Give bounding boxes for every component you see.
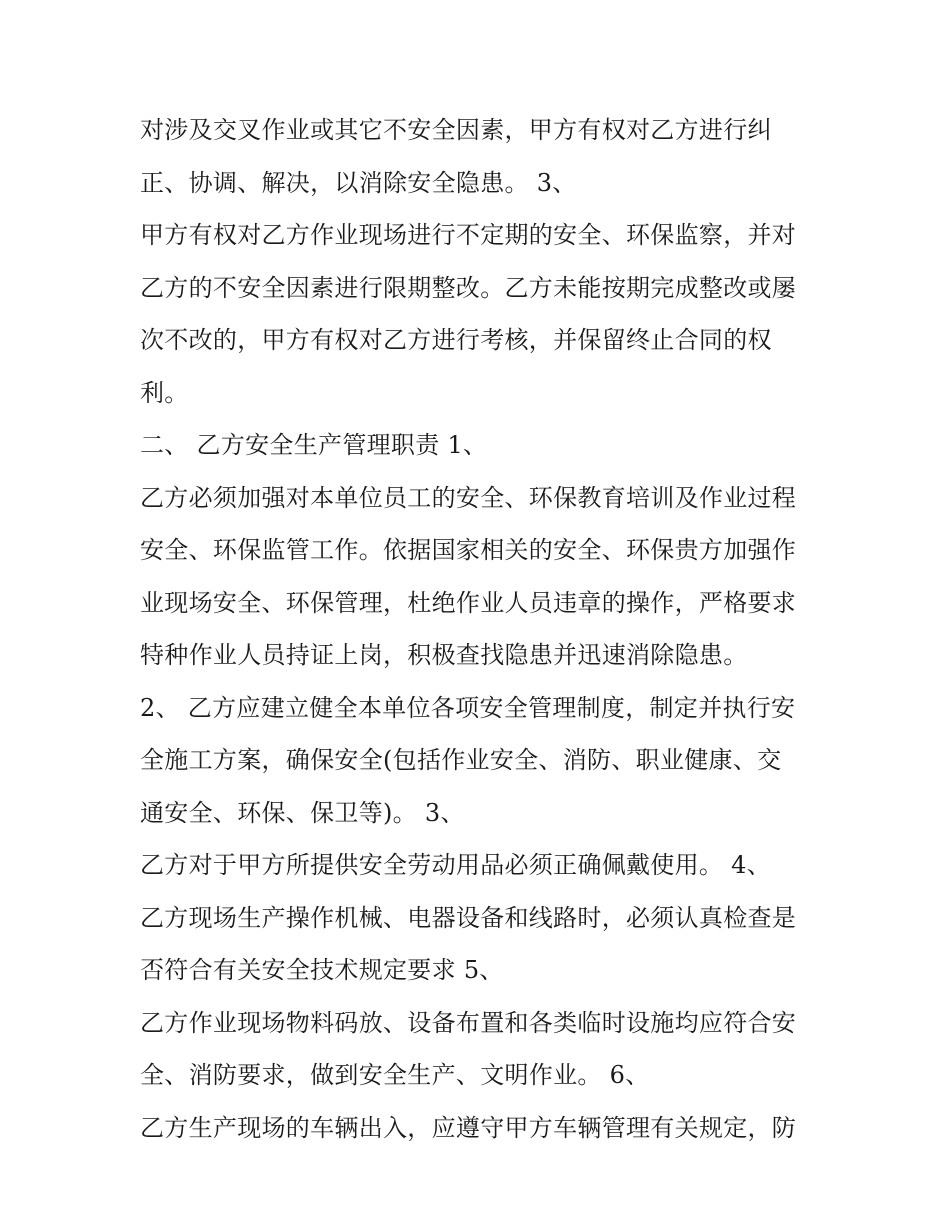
text-line: 乙方生产现场的车辆出入，应遵守甲方车辆管理有关规定，防 [140, 1113, 797, 1142]
text-line: 利。 [140, 378, 189, 407]
text-line: 否符合有关安全技术规定要求 5、 [140, 956, 504, 984]
text-line: 乙方对于甲方所提供安全劳动用品必须正确佩戴使用。 4、 [140, 851, 771, 879]
text-line: 特种作业人员持证上岗，积极查找隐患并迅速消除隐患。 [140, 641, 748, 669]
text-line: 次不改的，甲方有权对乙方进行考核，并保留终止合同的权 [140, 326, 772, 354]
text-line: 乙方必须加强对本单位员工的安全、环保教育培训及作业过程 [140, 483, 797, 512]
text-line: 乙方作业现场物料码放、设备布置和各类临时设施均应符合安 [140, 1008, 797, 1037]
text-line: 乙方的不安全因素进行限期整改。乙方未能按期完成整改或屡 [140, 273, 797, 302]
text-line: 全施工方案，确保安全(包括作业安全、消防、职业健康、交 [140, 746, 782, 774]
text-line: 乙方现场生产操作机械、电器设备和线路时，必须认真检查是 [140, 903, 797, 932]
section-heading: 二、 乙方安全生产管理职责 1、 [140, 431, 488, 459]
text-line: 2、 乙方应建立健全本单位各项安全管理制度，制定并执行安 [140, 693, 796, 722]
document-body [140, 104, 820, 1154]
text-line: 甲方有权对乙方作业现场进行不定期的安全、环保监察，并对 [140, 221, 797, 249]
text-line: 对涉及交叉作业或其它不安全因素，甲方有权对乙方进行纠 [140, 116, 772, 144]
text-line: 业现场安全、环保管理，杜绝作业人员违章的操作，严格要求 [140, 588, 797, 617]
text-line: 通安全、环保、保卫等)。 3、 [140, 798, 465, 827]
text-line: 安全、环保监管工作。依据国家相关的安全、环保贵方加强作 [140, 536, 797, 564]
text-line: 正、协调、解决，以消除安全隐患。 3、 [140, 168, 577, 197]
text-line: 全、消防要求，做到安全生产、文明作业。 6、 [140, 1061, 650, 1089]
